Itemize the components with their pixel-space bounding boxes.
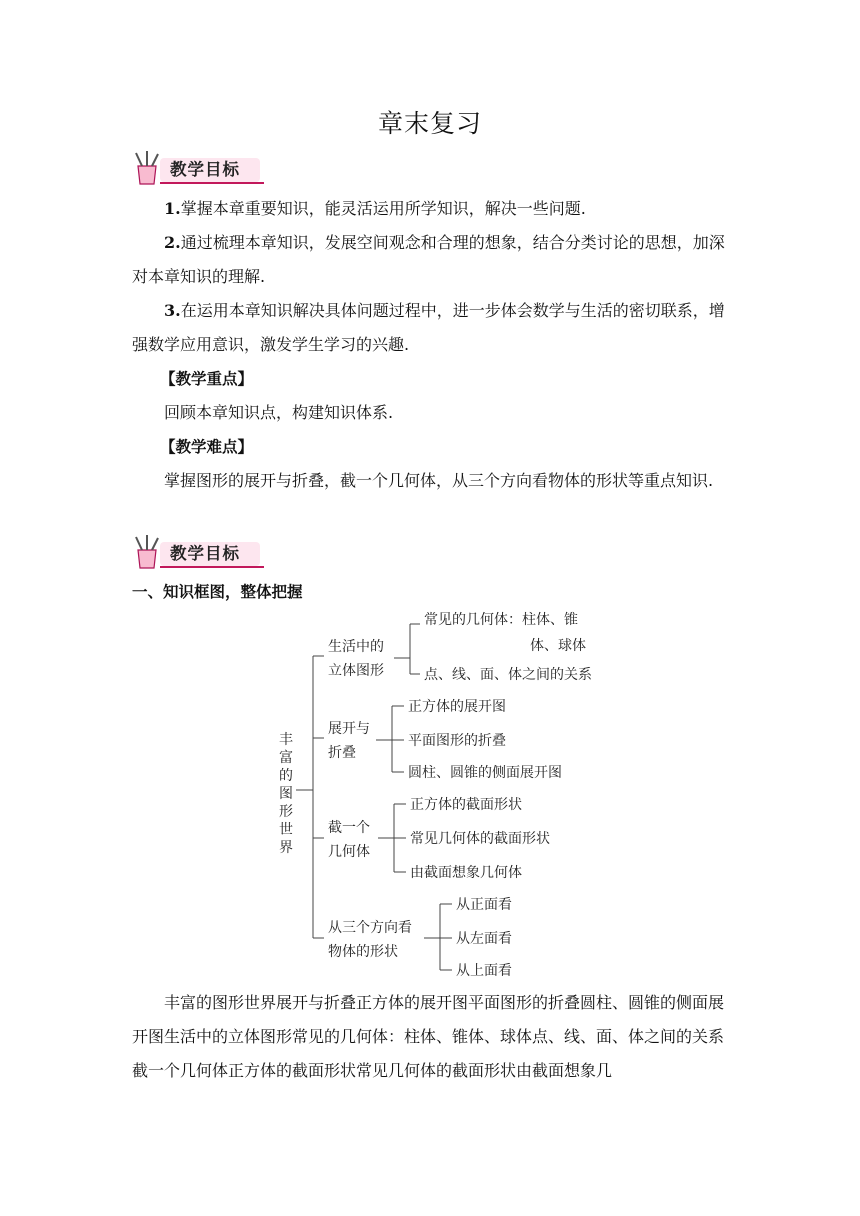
svg-text:物体的形状: 物体的形状 [328,944,398,960]
svg-text:立体图形: 立体图形 [328,663,384,679]
tree-branch-life-solids [328,611,592,683]
section-heading: 一、知识框图，整体把握 [132,583,303,601]
tree-leaf: 从左面看 [456,931,512,947]
tree-leaf: 常见几何体的截面形状 [410,831,550,847]
tree-leaf: 圆柱、圆锥的侧面展开图 [408,765,562,781]
tree-root [279,731,293,856]
svg-text:富: 富 [279,750,293,766]
tree-branch-three-views [328,897,512,979]
svg-text:截一个: 截一个 [328,820,370,836]
tree-leaf: 点、线、面、体之间的关系 [424,667,592,683]
tree-leaf: 体、球体 [530,638,586,654]
tree-leaf: 由截面想象几何体 [410,865,522,881]
svg-text:几何体: 几何体 [328,844,370,860]
svg-text:的: 的 [279,768,293,784]
tree-leaf: 从正面看 [456,897,512,913]
tree-branch-unfold-fold [328,698,562,781]
difficulty-text: 掌握图形的展开与折叠，截一个几何体，从三个方向看物体的形状等重点知识. [164,471,714,490]
svg-text:图: 图 [279,786,293,802]
svg-text:世: 世 [279,822,293,838]
tree-leaf: 正方体的截面形状 [410,797,522,813]
svg-text:形: 形 [279,804,293,820]
svg-text:丰: 丰 [279,732,293,748]
objective-2: 2.通过梳理本章知识，发展空间观念和合理的想象，结合分类讨论的思想，加深对本章知识的理解. [132,233,725,286]
svg-text:生活中的: 生活中的 [328,639,384,655]
difficulty-heading: 【教学难点】 [160,438,254,456]
tree-leaf: 正方体的展开图 [408,699,506,715]
banner-label: 教学目标 [170,544,240,563]
summary-text: 丰富的图形世界展开与折叠正方体的展开图平面图形的折叠圆柱、圆锥的侧面展开图生活中的立体图形常见的几何体：柱体、锥体、球体点、线、面、体之间的关系截一个几何体正方体的截面形状常见几何体的截面形状由截面想象几 [132,993,725,1080]
svg-text:界: 界 [279,840,293,856]
tree-leaf: 常见的几何体：柱体、锥 [424,612,578,628]
svg-text:折叠: 折叠 [328,745,356,761]
key-point-heading: 【教学重点】 [160,370,254,388]
tree-branch-cross-section [328,796,550,881]
banner-label: 教学目标 [170,160,240,179]
svg-text:从三个方向看: 从三个方向看 [328,920,412,936]
tree-leaf: 从上面看 [456,963,512,979]
key-point-text: 回顾本章知识点，构建知识体系. [164,403,394,422]
page-title: 章末复习 [377,109,482,138]
objective-3: 3.在运用本章知识解决具体问题过程中，进一步体会数学与生活的密切联系，增强数学应用意识，激发学生学习的兴趣. [132,301,725,354]
tree-leaf: 平面图形的折叠 [408,733,506,749]
svg-text:展开与: 展开与 [328,721,370,737]
objective-1: 1.掌握本章重要知识，能灵活运用所学知识，解决一些问题. [164,199,586,218]
